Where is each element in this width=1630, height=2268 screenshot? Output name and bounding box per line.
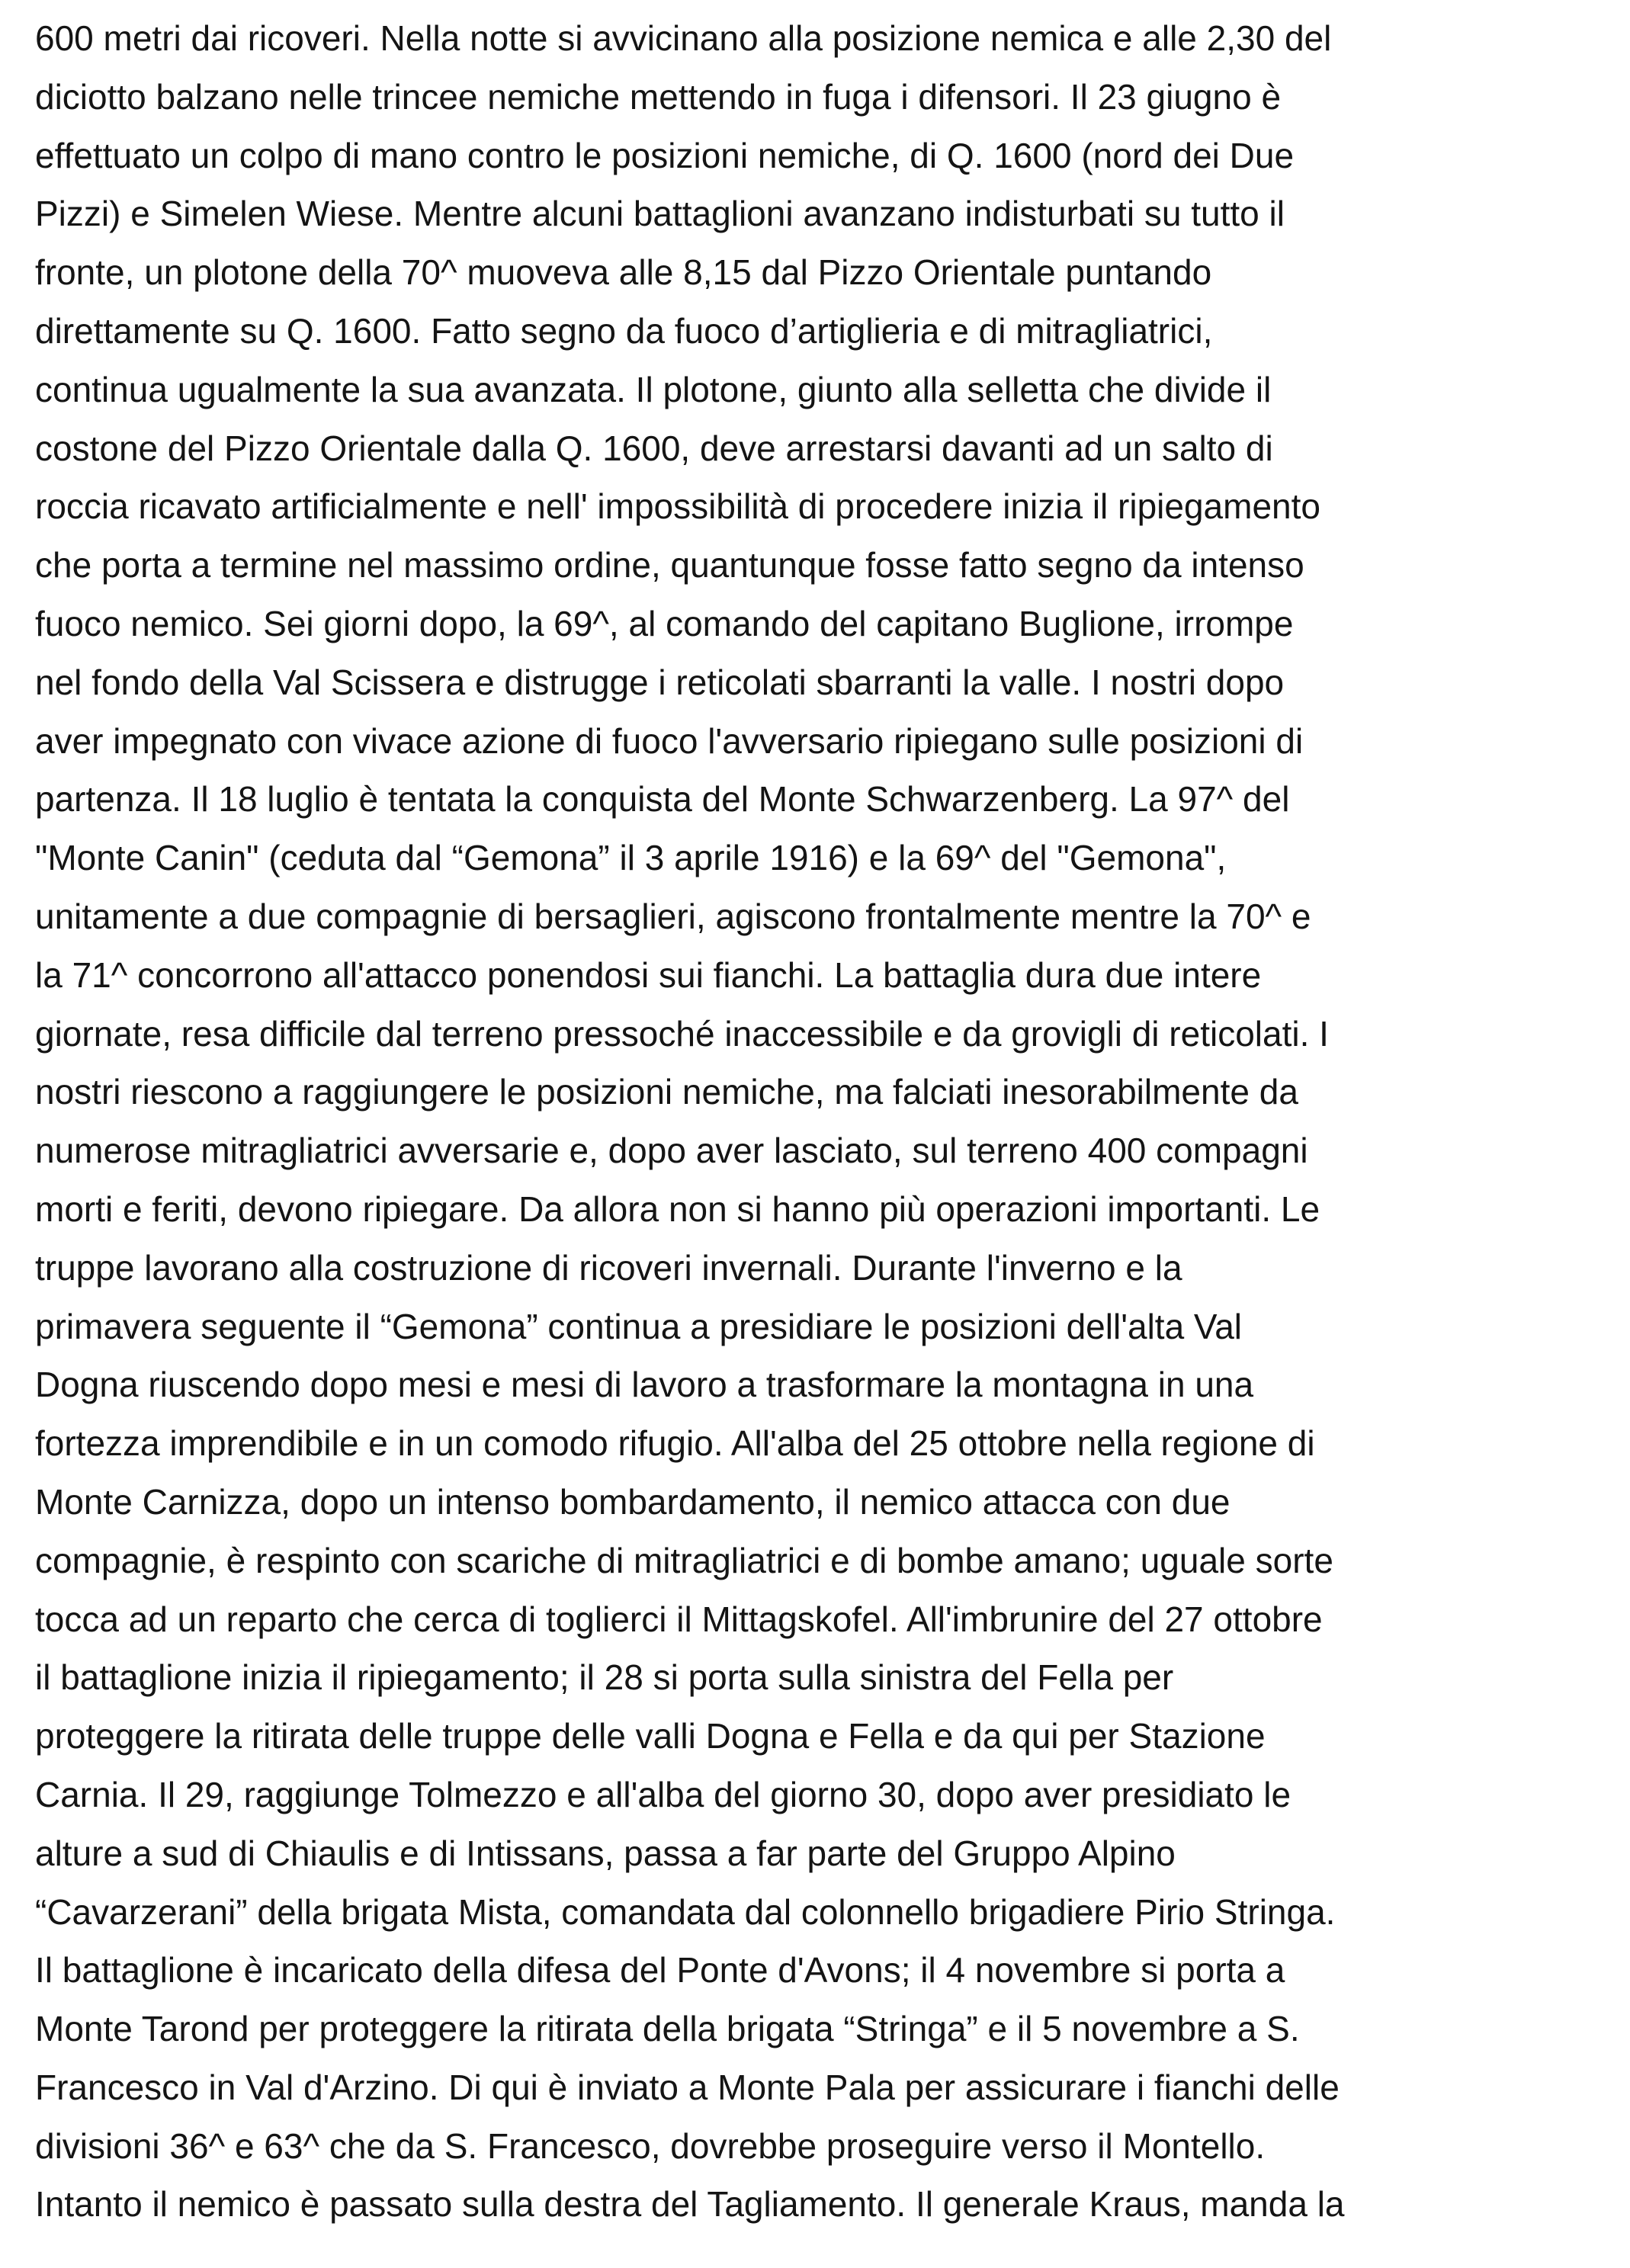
text-line: Carnia. Il 29, raggiunge Tolmezzo e all'alba del giorno 30, dopo aver presidiato le (35, 1774, 1291, 1814)
text-line: nel fondo della Val Scissera e distrugge i reticolati sbarranti la valle. I nostri dopo (35, 662, 1285, 702)
text-line: primavera seguente il “Gemona” continua a presidiare le posizioni dell'alta Val (35, 1306, 1243, 1346)
text-line: divisioni 36^ e 63^ che da S. Francesco, dovrebbe proseguire verso il Montello. (35, 2125, 1266, 2166)
document-page (35, 9, 1606, 2234)
text-line: unitamente a due compagnie di bersaglieri, agiscono frontalmente mentre la 70^ e (35, 896, 1311, 936)
text-line: Pizzi) e Simelen Wiese. Mentre alcuni battaglioni avanzano indisturbati su tutto il (35, 194, 1285, 234)
text-line: aver impegnato con vivace azione di fuoco l'avversario ripiegano sulle posizioni di (35, 720, 1304, 761)
text-line: effettuato un colpo di mano contro le posizioni nemiche, di Q. 1600 (nord dei Due (35, 135, 1295, 175)
text-line: roccia ricavato artificialmente e nell' impossibilità di procedere inizia il ripiegamento (35, 486, 1320, 527)
text-line: giornate, resa difficile dal terreno pressoché inaccessibile e da grovigli di reticolati. I (35, 1013, 1329, 1054)
text-line: Monte Tarond per proteggere la ritirata della brigata “Stringa” e il 5 novembre a S. (35, 2009, 1300, 2049)
text-line: direttamente su Q. 1600. Fatto segno da fuoco d’artiglieria e di mitragliatrici, (35, 310, 1213, 351)
text-line: Monte Carnizza, dopo un intenso bombardamento, il nemico attacca con due (35, 1481, 1231, 1522)
text-line: che porta a termine nel massimo ordine, quantunque fosse fatto segno da intenso (35, 545, 1304, 585)
text-line: la 71^ concorrono all'attacco ponendosi sui fianchi. La battaglia dura due intere (35, 954, 1262, 995)
text-line: costone del Pizzo Orientale dalla Q. 1600, deve arrestarsi davanti ad un salto di (35, 428, 1273, 468)
text-line: “Cavarzerani” della brigata Mista, comandata dal colonnello brigadiere Pirio Stringa. (35, 1891, 1336, 1932)
text-line: il battaglione inizia il ripiegamento; il 28 si porta sulla sinistra del Fella per (35, 1657, 1174, 1698)
text-line: numerose mitragliatrici avversarie e, dopo aver lasciato, sul terreno 400 compagni (35, 1131, 1308, 1171)
text-line: Dogna riuscendo dopo mesi e mesi di lavoro a trasformare la montagna in una (35, 1365, 1254, 1405)
text-line: continua ugualmente la sua avanzata. Il plotone, giunto alla selletta che divide il (35, 369, 1272, 409)
text-line: tocca ad un reparto che cerca di toglierci il Mittagskofel. All'imbrunire del 27 ottobre (35, 1599, 1323, 1639)
text-line: diciotto balzano nelle trincee nemiche mettendo in fuga i difensori. Il 23 giugno è (35, 76, 1282, 117)
text-line: Francesco in Val d'Arzino. Di qui è inviato a Monte Pala per assicurare i fianchi delle (35, 2067, 1340, 2107)
text-line: fuoco nemico. Sei giorni dopo, la 69^, al comando del capitano Buglione, irrompe (35, 603, 1294, 643)
text-line: "Monte Canin" (ceduta dal “Gemona” il 3 aprile 1916) e la 69^ del "Gemona", (35, 838, 1227, 878)
text-line: Intanto il nemico è passato sulla destra del Tagliamento. Il generale Kraus, manda la (35, 2184, 1345, 2225)
text-line: partenza. Il 18 luglio è tentata la conquista del Monte Schwarzenberg. La 97^ del (35, 779, 1290, 820)
text-line: compagnie, è respinto con scariche di mitragliatrici e di bombe amano; uguale sorte (35, 1540, 1333, 1580)
text-line: proteggere la ritirata delle truppe delle valli Dogna e Fella e da qui per Stazione (35, 1716, 1266, 1756)
text-line: nostri riescono a raggiungere le posizioni nemiche, ma falciati inesorabilmente da (35, 1072, 1298, 1112)
text-line: morti e feriti, devono ripiegare. Da allora non si hanno più operazioni importanti. Le (35, 1189, 1320, 1229)
text-line: truppe lavorano alla costruzione di ricoveri invernali. Durante l'inverno e la (35, 1247, 1182, 1288)
text-line: 600 metri dai ricoveri. Nella notte si avvicinano alla posizione nemica e alle 2,30 del (35, 18, 1332, 58)
text-line: Il battaglione è incaricato della difesa del Ponte d'Avons; il 4 novembre si porta a (35, 1950, 1285, 1991)
text-line: fronte, un plotone della 70^ muoveva alle 8,15 dal Pizzo Orientale puntando (35, 252, 1212, 293)
text-line: fortezza imprendibile e in un comodo rifugio. All'alba del 25 ottobre nella regione di (35, 1423, 1315, 1464)
text-line: alture a sud di Chiaulis e di Intissans, passa a far parte del Gruppo Alpino (35, 1833, 1176, 1873)
